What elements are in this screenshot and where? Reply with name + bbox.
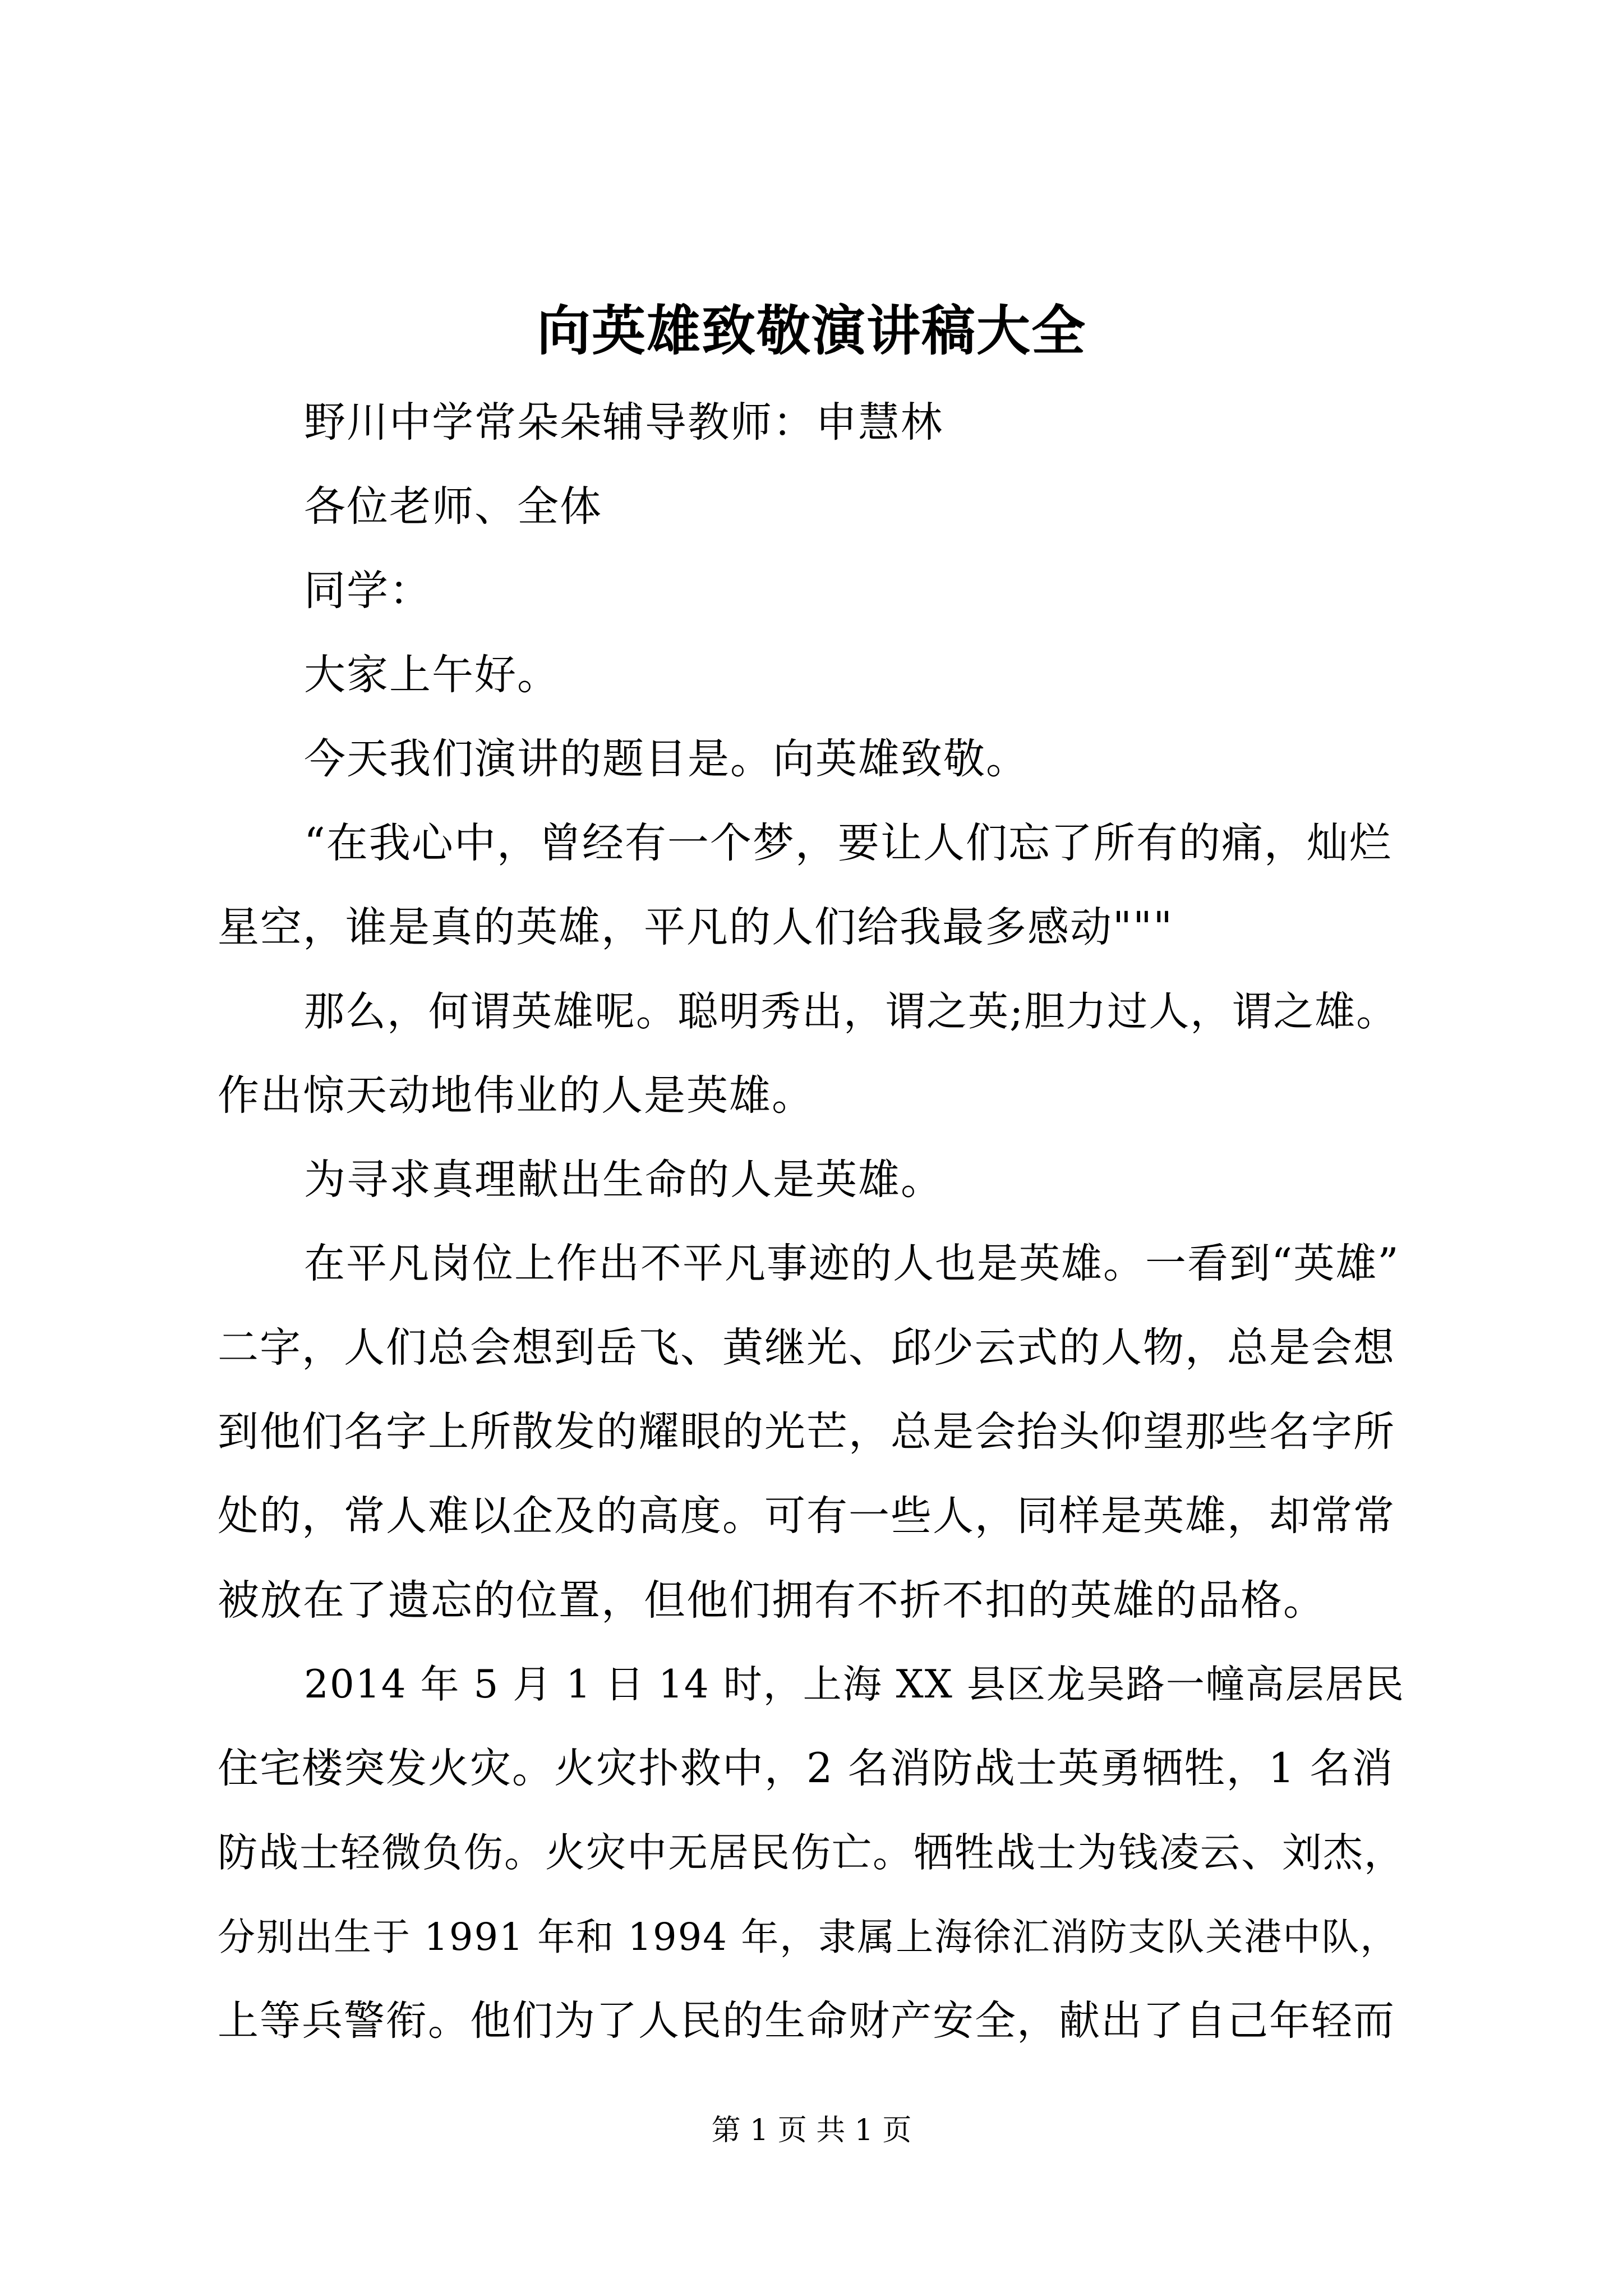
paragraph-line: 住宅楼突发火灾。火灾扑救中，2 名消防战士英勇牺牲，1 名消 <box>218 1745 1394 1792</box>
paragraph-line: 各位老师、全体 <box>304 482 602 531</box>
paragraph-line: 到他们名字上所散发的耀眼的光芒，总是会抬头仰望那些名字所 <box>218 1408 1395 1456</box>
paragraph-line: 作出惊天动地伟业的人是英雄。 <box>218 1071 814 1120</box>
paragraph-line: 大家上午好。 <box>304 651 560 699</box>
paragraph-line: 为寻求真理献出生命的人是英雄。 <box>304 1156 943 1204</box>
paragraph-line: 分别出生于 1991 年和 1994 年，隶属上海徐汇消防支队关港中队， <box>218 1915 1399 1959</box>
paragraph-line: 野川中学常朵朵辅导教师：申慧林 <box>304 398 943 447</box>
paragraph-line: 防战士轻微负伤。火灾中无居民伤亡。牺牲战士为钱凌云、刘杰， <box>218 1829 1405 1876</box>
paragraph-line: 星空，谁是真的英雄，平凡的人们给我最多感动""" <box>218 903 1174 951</box>
paragraph-line: 2014 年 5 月 1 日 14 时，上海 XX 县区龙吴路一幢高层居民 <box>304 1662 1405 1707</box>
paragraph-line: “在我心中，曾经有一个梦，要让人们忘了所有的痛，灿烂 <box>304 819 1392 867</box>
paragraph-line: 上等兵警衔。他们为了人民的生命财产安全，献出了自己年轻而 <box>218 1997 1395 2045</box>
paragraph-line: 同学： <box>304 567 432 615</box>
paragraph-line: 处的，常人难以企及的高度。可有一些人，同样是英雄，却常常 <box>218 1492 1395 1540</box>
page-title: 向英雄致敬演讲稿大全 <box>537 299 1086 362</box>
document-body <box>218 380 1409 2063</box>
paragraph-line: 在平凡岗位上作出不平凡事迹的人也是英雄。一看到“英雄” <box>304 1240 1400 1287</box>
page-footer: 第 1 页 共 1 页 <box>711 2114 912 2147</box>
paragraph-line: 二字，人们总会想到岳飞、黄继光、邱少云式的人物，总是会想 <box>218 1324 1395 1372</box>
paragraph-line: 今天我们演讲的题目是。向英雄致敬。 <box>304 735 1029 783</box>
paragraph-line: 被放在了遗忘的位置，但他们拥有不折不扣的英雄的品格。 <box>218 1576 1326 1625</box>
paragraph-line: 那么，何谓英雄呢。聪明秀出，谓之英;胆力过人，谓之雄。 <box>304 988 1398 1035</box>
